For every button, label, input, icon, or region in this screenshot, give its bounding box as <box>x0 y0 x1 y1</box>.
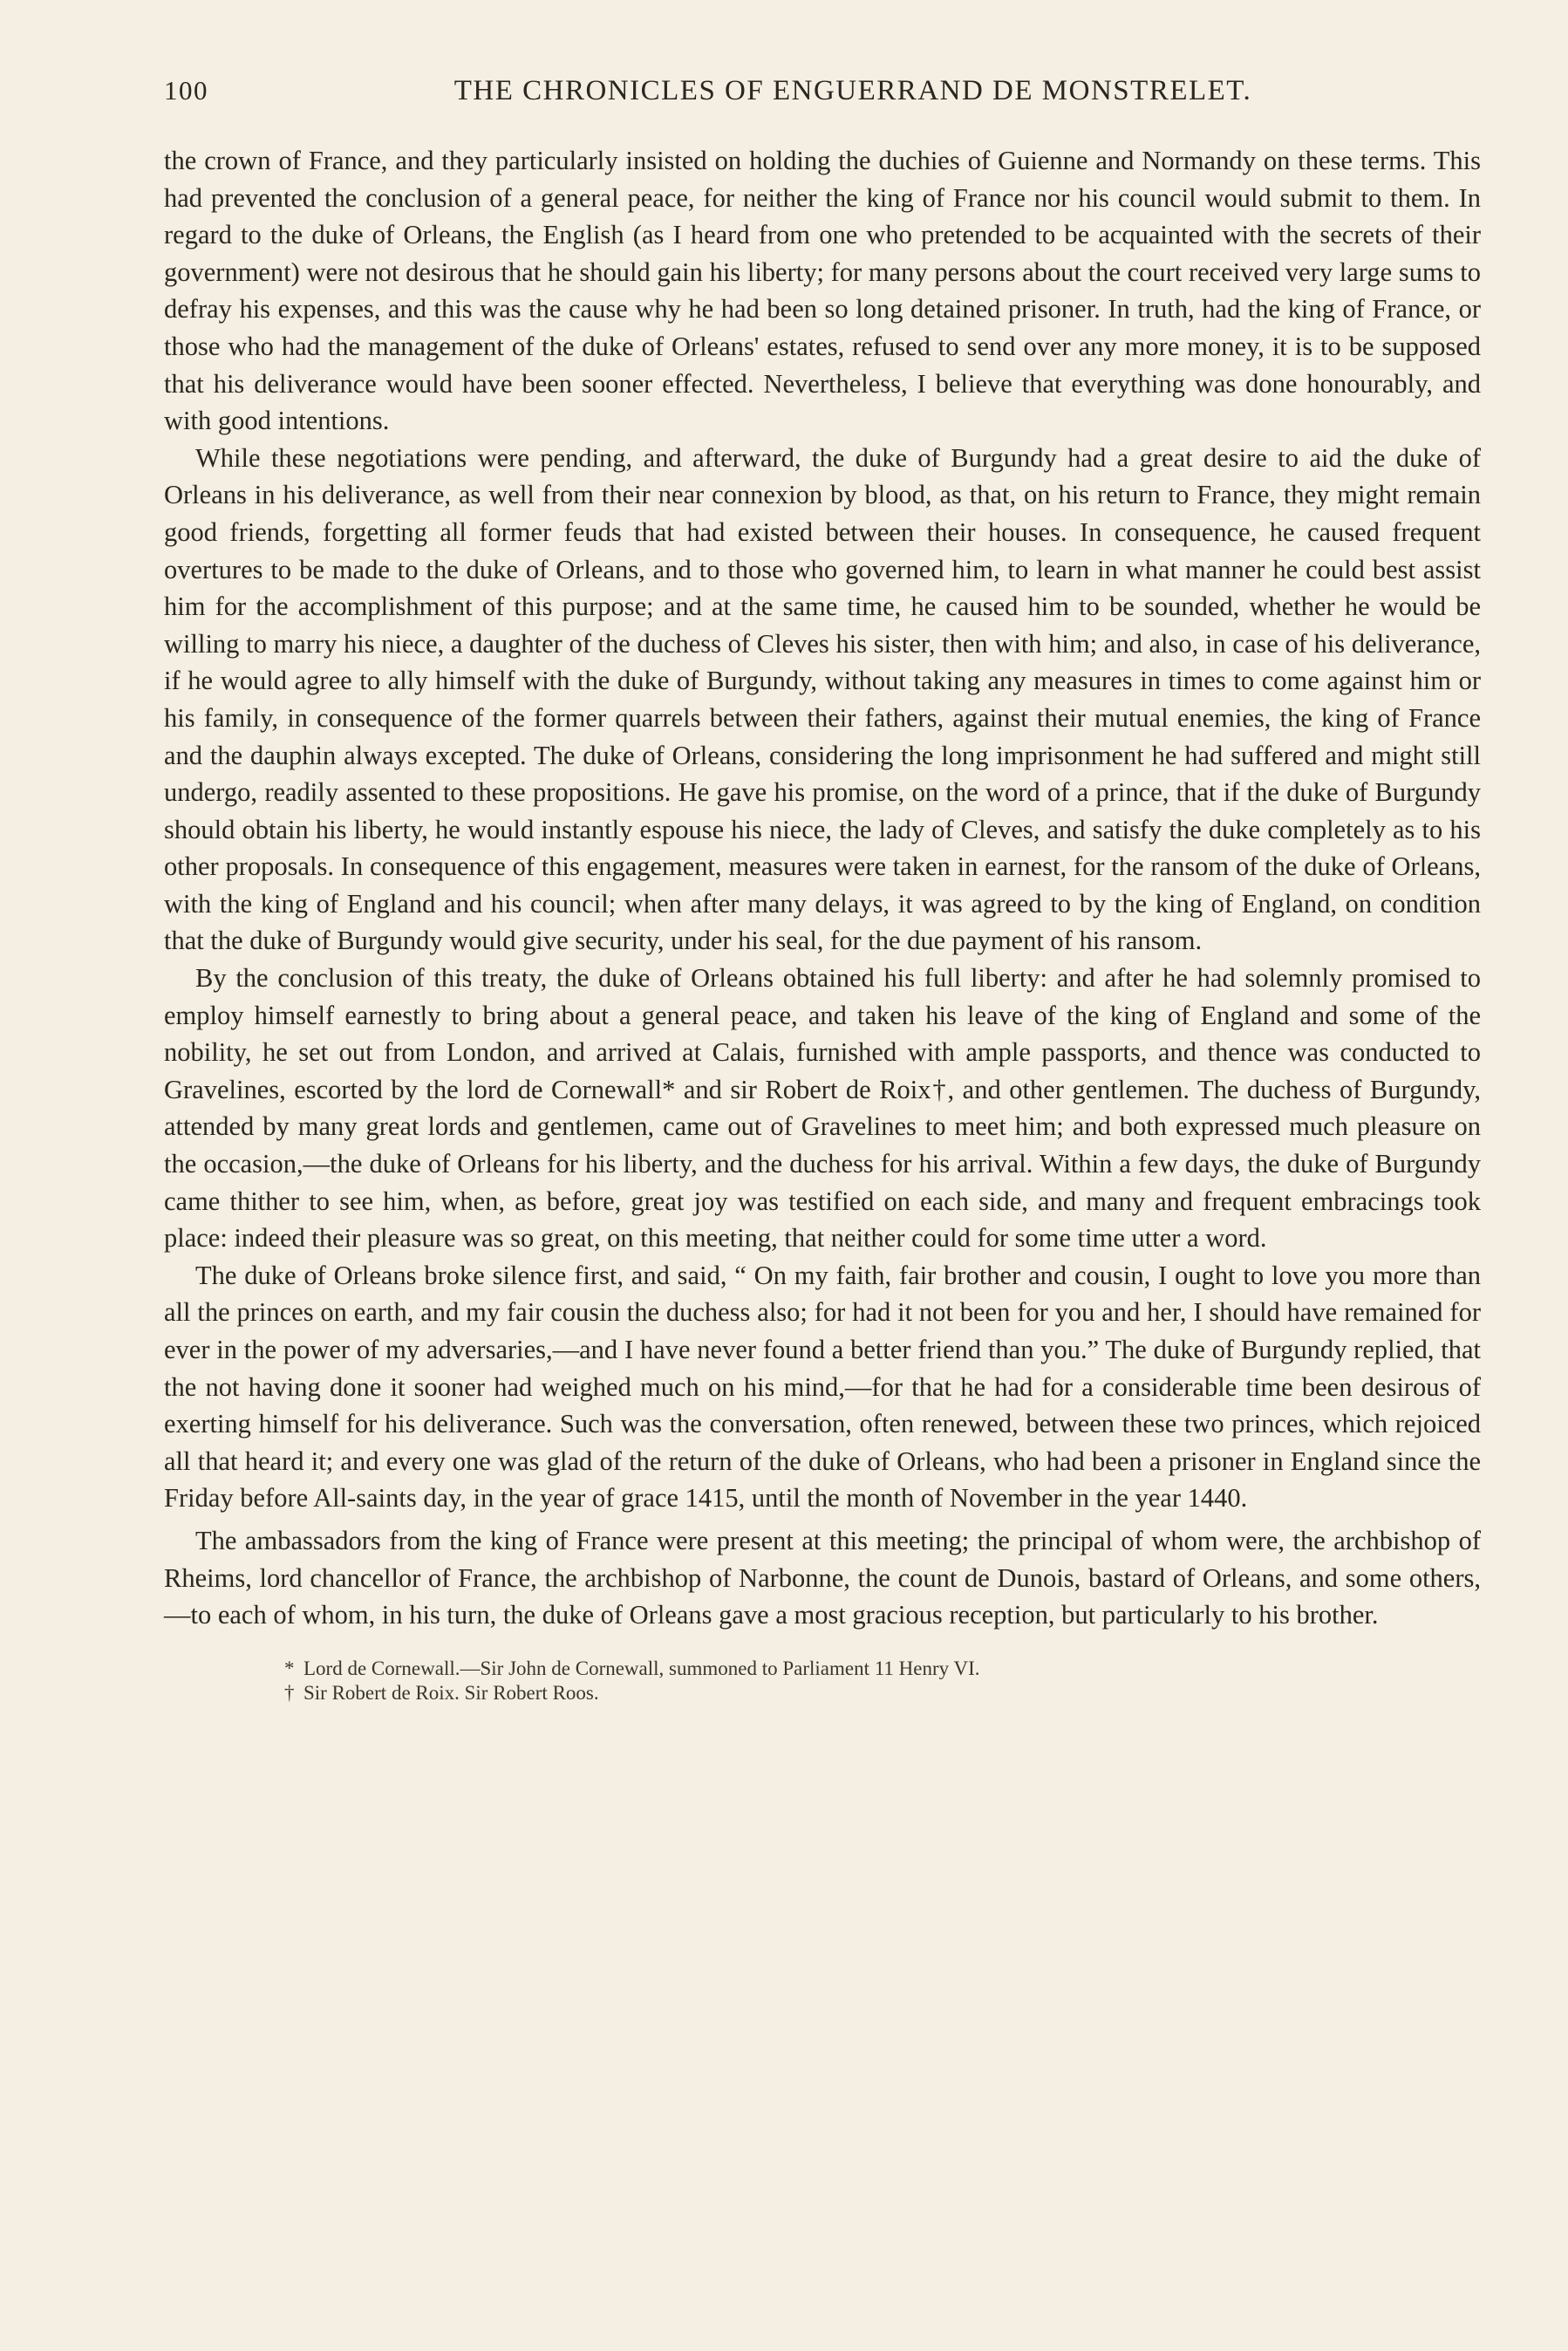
body-text <box>164 142 1481 1634</box>
paragraph: The duke of Orleans broke silence first, and said, “ On my faith, fair brother and cousin, I ought to love you more than all the princes on earth, and my fair cousin the duchess also; for had it not been for you and her, I should have remained for ever in the power of my adversaries,—and I have never found a better friend than you.” The duke of Burgundy replied, that the not having done it sooner had weighed much on his mind,—for that he had for a considerable time been desirous of exerting himself for his deliverance. Such was the conversation, often renewed, between these two princes, which rejoiced all that heard it; and every one was glad of the return of the duke of Orleans, who had been a prisoner in England since the Friday before All-saints day, in the year of grace 1415, until the month of November in the year 1440. <box>164 1260 1481 1514</box>
paragraph: The ambassadors from the king of France were present at this meeting; the principal of whom were, the archbishop of Rheims, lord chancellor of France, the archbishop of Narbonne, the count de Dunois, bastard of Orleans, and some others,—to each of whom, in his turn, the duke of Orleans gave a most gracious reception, but particularly to his brother. <box>164 1525 1481 1630</box>
footnote-text: Lord de Cornewall.—Sir John de Cornewall, summoned to Parliament 11 Henry VI. <box>303 1657 980 1679</box>
footnotes <box>164 1657 1481 1705</box>
running-head <box>164 75 1481 107</box>
footnote-mark: † <box>284 1681 295 1704</box>
paragraph: By the conclusion of this treaty, the duke of Orleans obtained his full liberty: and after he had solemnly promised to employ himself earnestly to bring about a general peace, and taken his leave of the king of England and some of the nobility, he set out from London, and arrived at Calais, furnished with ample passports, and thence was conducted to Gravelines, escorted by the lord de Cornewall* and sir Robert de Roix†, and other gentlemen. The duchess of Burgundy, attended by many great lords and gentlemen, came out of Gravelines to meet him; and both expressed much pleasure on the occasion,—the duke of Orleans for his liberty, and the duchess for his arrival. Within a few days, the duke of Burgundy came thither to see him, when, as before, great joy was testified on each side, and many and frequent embracings took place: indeed their pleasure was so great, on this meeting, that neither could for some time utter a word. <box>164 963 1481 1254</box>
running-title: THE CHRONICLES OF ENGUERRAND DE MONSTRELET. <box>453 75 1252 106</box>
footnote <box>284 1681 1481 1705</box>
paragraph: While these negotiations were pending, and afterward, the duke of Burgundy had a great desire to aid the duke of Orleans in his deliverance, as well from their near connexion by blood, as that, on his return to France, they might remain good friends, forgetting all former feuds that had existed between their houses. In consequence, he caused frequent overtures to be made to the duke of Orleans, and to those who governed him, to learn in what manner he could best assist him for the accomplishment of this purpose; and at the same time, he caused him to be sounded, whether he would be willing to marry his niece, a daughter of the duchess of Cleves his sister, then with him; and also, in case of his deliverance, if he would agree to ally himself with the duke of Burgundy, without taking any measures in times to come against him or his family, in consequence of the former quarrels between their fathers, against their mutual enemies, the king of France and the dauphin always excepted. The duke of Orleans, considering the long imprisonment he had suffered and might still undergo, readily assented to these propositions. He gave his promise, on the word of a prince, that if the duke of Burgundy should obtain his liberty, he would instantly espouse his niece, the lady of Cleves, and satisfy the duke completely as to his other proposals. In consequence of this engagement, measures were taken in earnest, for the ransom of the duke of Orleans, with the king of England and his council; when after many delays, it was agreed to by the king of England, on condition that the duke of Burgundy would give security, under his seal, for the due payment of his ransom. <box>164 442 1481 956</box>
footnote-mark: * <box>284 1657 295 1679</box>
footnote-text: Sir Robert de Roix. Sir Robert Roos. <box>303 1681 599 1704</box>
paragraph: the crown of France, and they particularly insisted on holding the duchies of Guienne and Normandy on these terms. This had prevented the conclusion of a general peace, for neither the king of France nor his council would submit to them. In regard to the duke of Orleans, the English (as I heard from one who pretended to be acquainted with the secrets of their government) were not desirous that he should gain his liberty; for many persons about the court received very large sums to defray his expenses, and this was the cause why he had been so long detained prisoner. In truth, had the king of France, or those who had the management of the duke of Orleans' estates, refused to send over any more money, it is to be supposed that his deliverance would have been sooner effected. Nevertheless, I believe that everything was done honourably, and with good intentions. <box>164 146 1481 436</box>
page-number: 100 <box>164 75 208 106</box>
footnote <box>284 1657 1481 1681</box>
